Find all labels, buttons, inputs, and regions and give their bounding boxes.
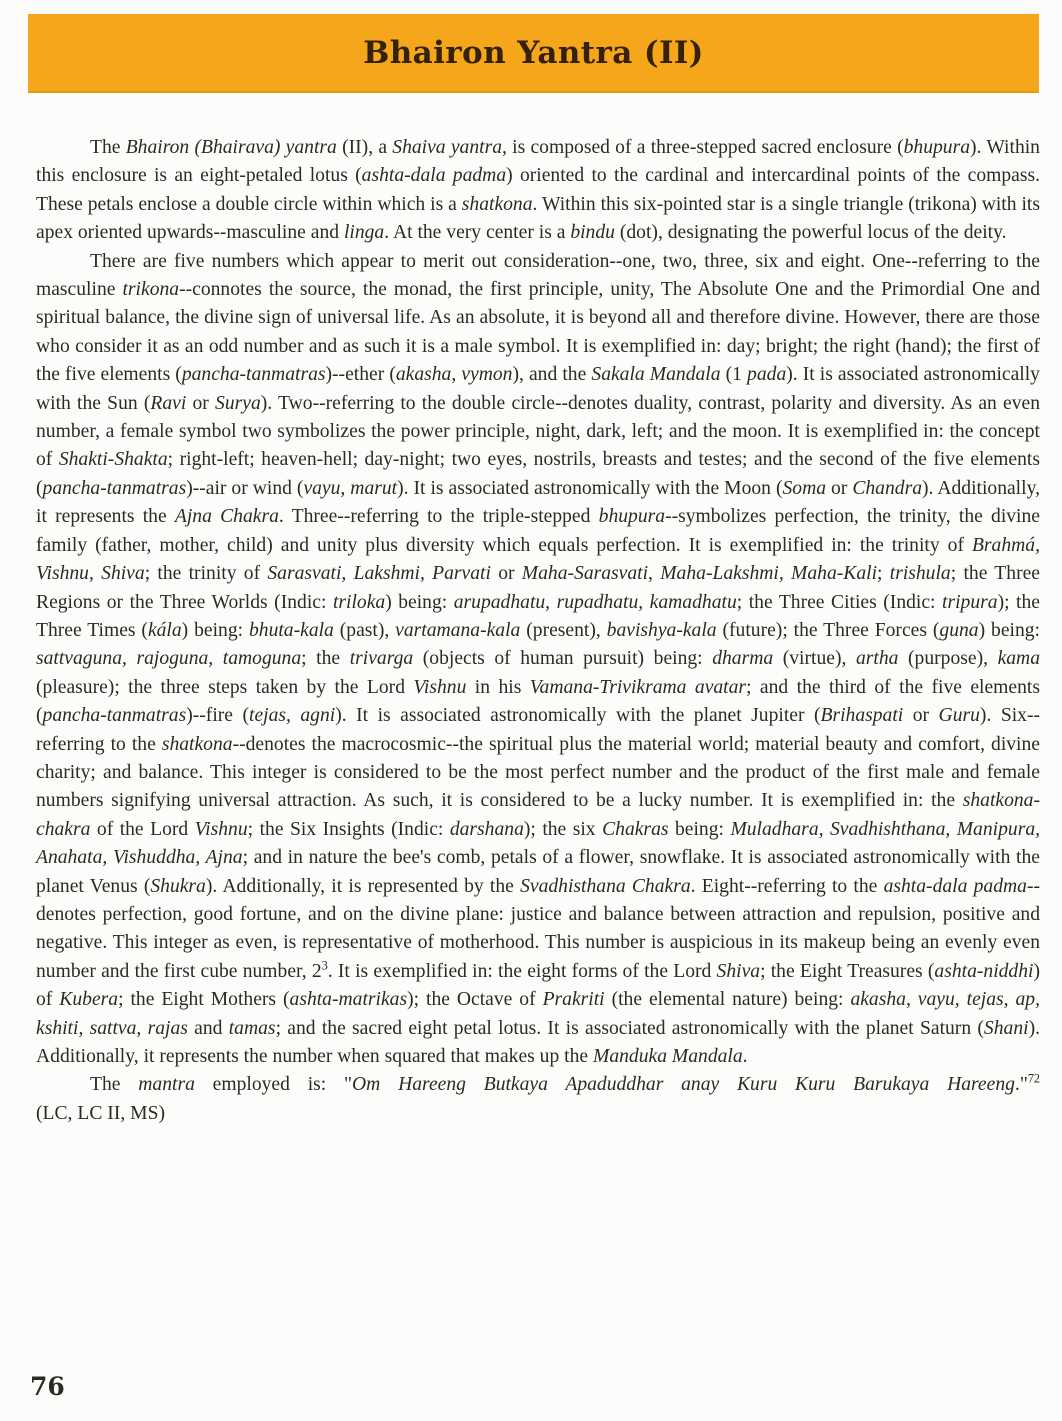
- text-run: mantra: [138, 1074, 195, 1096]
- text-run: or: [826, 477, 853, 499]
- text-run: of the Lord: [90, 818, 195, 840]
- text-run: --connotes the source, the monad, the first principle, unity, The Absolute One and the Primordial One and spiritual balance, the divine sign of universal life. As an absolute, it is beyond all and therefore divine. However, there are those who consider it as an odd number and as such it is a male symbol. It is exemplified in: day; bright; the right (hand); the first of the five elements (: [36, 279, 1040, 386]
- text-run: ; the Three Regions or the Three Worlds (Indic:: [36, 563, 1040, 613]
- text-run: linga: [343, 222, 385, 244]
- text-run: or: [186, 392, 216, 414]
- paragraph: [36, 1071, 1040, 1099]
- text-run: pada: [747, 364, 787, 386]
- text-run: ; the Three Cities (Indic:: [736, 591, 943, 613]
- text-run: in his: [466, 676, 530, 698]
- text-run: . Within this six-pointed star is a single triangle (trikona) with its apex oriented upwards--masculine and: [36, 193, 1040, 244]
- text-run: ; and in nature the bee's comb, petals of a flower, snowflake. It is associated astronomically with the planet Venus (: [36, 847, 1040, 897]
- text-run: ), and the: [512, 364, 592, 386]
- text-run: ) being:: [978, 619, 1040, 641]
- text-run: Muladhara, Svadhishthana, Manipura, Anahata, Vishuddha, Ajna: [36, 818, 1041, 869]
- text-run: tripura: [942, 591, 998, 613]
- text-run: or: [903, 705, 939, 727]
- text-run: bindu: [570, 222, 615, 244]
- text-run: bhuta-kala: [248, 619, 334, 641]
- text-run: ) being:: [385, 591, 454, 613]
- text-run: --symbolizes perfection, the trinity, the divine family (father, mother, child) and unity plus diversity which equals perfection. It is exemplified in: the trinity of: [36, 506, 1040, 556]
- text-run: ashta-dala padma: [361, 165, 507, 187]
- text-run: ; right-left; heaven-hell; day-night; two eyes, nostrils, breasts and testes; and the second of the five elements (: [36, 449, 1040, 499]
- text-run: ; the trinity of: [144, 563, 268, 585]
- text-run: shatkona: [461, 193, 533, 215]
- text-run: (virtue),: [773, 648, 856, 670]
- text-run: Prakriti: [542, 989, 605, 1011]
- text-run: (dot), designating the powerful locus of the deity.: [614, 222, 1007, 244]
- text-run: (past),: [333, 619, 396, 641]
- text-run: ) being:: [181, 619, 249, 641]
- text-run: arupadhatu, rupadhatu, kamadhatu: [453, 591, 737, 613]
- text-run: Guru: [938, 705, 980, 727]
- text-run: Soma: [782, 477, 827, 499]
- text-run: ). Within this enclosure is an eight-petaled lotus (: [36, 137, 1040, 187]
- text-run: bavishya-kala: [606, 619, 717, 641]
- text-run: . It is exemplified in: the eight forms of the Lord: [327, 960, 717, 982]
- text-run: trivarga: [349, 648, 414, 670]
- text-run: akasha, vayu, tejas, ap, kshiti, sattva, rajas: [36, 989, 1040, 1039]
- text-run: triloka: [332, 591, 386, 613]
- text-run: Shukra: [150, 875, 206, 897]
- text-run: ; and the third of the five elements (: [36, 676, 1040, 727]
- text-run: Surya: [215, 392, 261, 414]
- text-run: )--fire (: [186, 705, 249, 727]
- text-run: ); the Three Times (: [36, 591, 1040, 641]
- paragraph: [36, 134, 1040, 248]
- text-run: ). Additionally, it represents the number when squared that makes up the: [36, 1017, 1040, 1067]
- text-run: shatkona-chakra: [36, 790, 1040, 840]
- text-run: .: [742, 1046, 748, 1067]
- text-run: being:: [668, 818, 731, 840]
- text-run: --denotes perfection, good fortune, and on the divine plane: justice and balance between attraction and repulsion, positive and negative. This integer as even, is representative of motherhood. This number is auspicious in its makeup being an evenly even number and the first cube number, 2: [36, 875, 1040, 982]
- text-run: sattvaguna, rajoguna, tamoguna: [36, 648, 302, 670]
- text-run: Sarasvati, Lakshmi, Parvati: [267, 563, 491, 585]
- text-run: pancha-tanmatras: [42, 477, 187, 499]
- text-run: ; the Eight Mothers (: [118, 989, 290, 1011]
- text-run: (present),: [520, 619, 607, 641]
- text-run: pancha-tanmatras: [42, 705, 187, 727]
- text-run: darshana: [449, 818, 524, 840]
- text-run: ; the: [301, 648, 350, 670]
- paragraph: [36, 1100, 1040, 1128]
- text-run: is composed of a three-stepped sacred enclosure (: [506, 137, 904, 158]
- body-text: [36, 134, 1040, 1128]
- text-run: ). It is associated astronomically with the Sun (: [36, 364, 1040, 414]
- text-run: ashta-matrikas: [289, 989, 408, 1011]
- text-run: Shaiva yantra,: [392, 137, 507, 158]
- text-run: .": [1014, 1074, 1028, 1096]
- text-run: ). It is associated astronomically with the Moon (: [397, 477, 783, 499]
- text-run: 3: [321, 958, 328, 973]
- text-run: and: [187, 1017, 229, 1039]
- text-run: The: [90, 1074, 139, 1096]
- text-run: Kubera: [59, 989, 119, 1011]
- text-run: vayu, marut: [303, 477, 398, 499]
- text-run: Shani: [983, 1017, 1029, 1039]
- text-run: ; the Eight Treasures (: [760, 960, 935, 982]
- paragraph: [36, 248, 1040, 1072]
- text-run: ). Additionally, it represents the: [36, 477, 1040, 528]
- text-run: ashta-niddhi: [934, 960, 1034, 982]
- text-run: ; and the sacred eight petal lotus. It is associated astronomically with the planet Saturn (: [275, 1017, 984, 1039]
- text-run: (purpose),: [898, 648, 998, 670]
- text-run: ). It is associated astronomically with the planet Jupiter (: [335, 705, 821, 727]
- text-run: trishula: [889, 563, 951, 585]
- text-run: pancha-tanmatras: [181, 364, 326, 386]
- text-run: ashta-dala padma: [883, 875, 1027, 897]
- text-run: Shiva: [716, 960, 761, 982]
- text-run: artha: [855, 648, 899, 670]
- text-run: The: [90, 137, 126, 158]
- text-run: (1: [720, 364, 748, 386]
- text-run: )--air or wind (: [186, 477, 304, 499]
- page-number: 76: [30, 1372, 65, 1401]
- text-run: or: [490, 563, 522, 585]
- text-run: . Eight--referring to the: [690, 875, 884, 897]
- text-run: tamas: [228, 1017, 276, 1039]
- text-run: (objects of human pursuit) being:: [413, 648, 713, 670]
- text-run: . At the very center is a: [384, 222, 571, 244]
- text-run: ; the Six Insights (Indic:: [247, 818, 450, 840]
- text-run: tejas, agni: [249, 705, 336, 727]
- text-run: vartamana-kala: [395, 619, 521, 641]
- text-run: dharma: [712, 648, 774, 670]
- text-run: ); the Octave of: [407, 989, 543, 1011]
- text-run: (the elemental nature) being:: [604, 989, 851, 1011]
- text-run: 72: [1027, 1071, 1040, 1086]
- text-run: Maha-Sarasvati, Maha-Lakshmi, Maha-Kali: [521, 563, 878, 585]
- text-run: Om Hareeng Butkaya Apaduddhar anay Kuru Kuru Barukaya Hareeng: [352, 1074, 1015, 1096]
- text-run: Bhairon (Bhairava) yantra: [125, 137, 337, 158]
- text-run: Brahmá, Vishnu, Shiva: [36, 534, 1040, 585]
- text-run: Vishnu: [413, 676, 467, 698]
- text-run: shatkona: [161, 733, 233, 755]
- text-run: employed is: ": [194, 1074, 353, 1096]
- text-run: bhupura: [903, 137, 971, 158]
- text-run: Ajna Chakra: [174, 506, 279, 528]
- text-run: ). Additionally, it is represented by the: [205, 875, 521, 897]
- text-run: Vamana-Trivikrama avatar: [529, 676, 747, 698]
- title-banner: [28, 14, 1039, 93]
- text-run: )--ether (: [325, 364, 396, 386]
- text-run: Ravi: [150, 392, 187, 414]
- text-run: ). Two--referring to the double circle--denotes duality, contrast, polarity and diversity. As an even number, a female symbol two symbolizes the power principle, night, dark, left; and the moon. It is exemplified in: the concept of: [36, 392, 1041, 471]
- text-run: akasha, vymon: [395, 364, 513, 386]
- text-run: bhupura: [598, 506, 666, 528]
- text-run: Shakti-Shakta: [58, 449, 168, 471]
- text-run: (LC, LC II, MS): [36, 1102, 165, 1124]
- text-run: Svadhisthana Chakra: [520, 875, 691, 897]
- text-run: Chandra: [852, 477, 922, 499]
- text-run: ;: [877, 563, 890, 585]
- text-run: --denotes the macrocosmic--the spiritual plus the material world; material beauty and comfort, divine charity; and balance. This integer is considered to be the most perfect number and the product of the first male and female numbers signifying universal attraction. As such, it is considered to be a lucky number. It is exemplified in: the: [36, 733, 1040, 812]
- text-run: (II), a: [336, 137, 393, 158]
- text-run: . Three--referring to the triple-stepped: [278, 506, 599, 528]
- text-run: ); the six: [523, 818, 603, 840]
- text-run: kála: [147, 619, 182, 641]
- text-run: (pleasure); the three steps taken by the Lord: [36, 676, 414, 698]
- text-run: Chakras: [602, 818, 669, 840]
- text-run: Brihaspati: [820, 705, 904, 727]
- text-run: Manduka Mandala: [593, 1046, 743, 1067]
- text-run: (future); the Three Forces (: [716, 619, 940, 641]
- text-run: There are five numbers which appear to merit out consideration--one, two, three, six and eight. One--referring to the masculine: [36, 250, 1040, 301]
- text-run: ) of: [36, 960, 1040, 1011]
- text-run: ) oriented to the cardinal and intercardinal points of the compass. These petals enclose a double circle within which is a: [36, 165, 1040, 215]
- page-title: Bhairon Yantra (II): [363, 34, 704, 71]
- text-run: kama: [997, 648, 1041, 670]
- text-run: trikona: [122, 279, 180, 301]
- text-run: guna: [939, 619, 979, 641]
- text-run: Sakala Mandala: [591, 364, 721, 386]
- text-run: Vishnu: [194, 818, 248, 840]
- text-run: ). Six--referring to the: [36, 705, 1041, 755]
